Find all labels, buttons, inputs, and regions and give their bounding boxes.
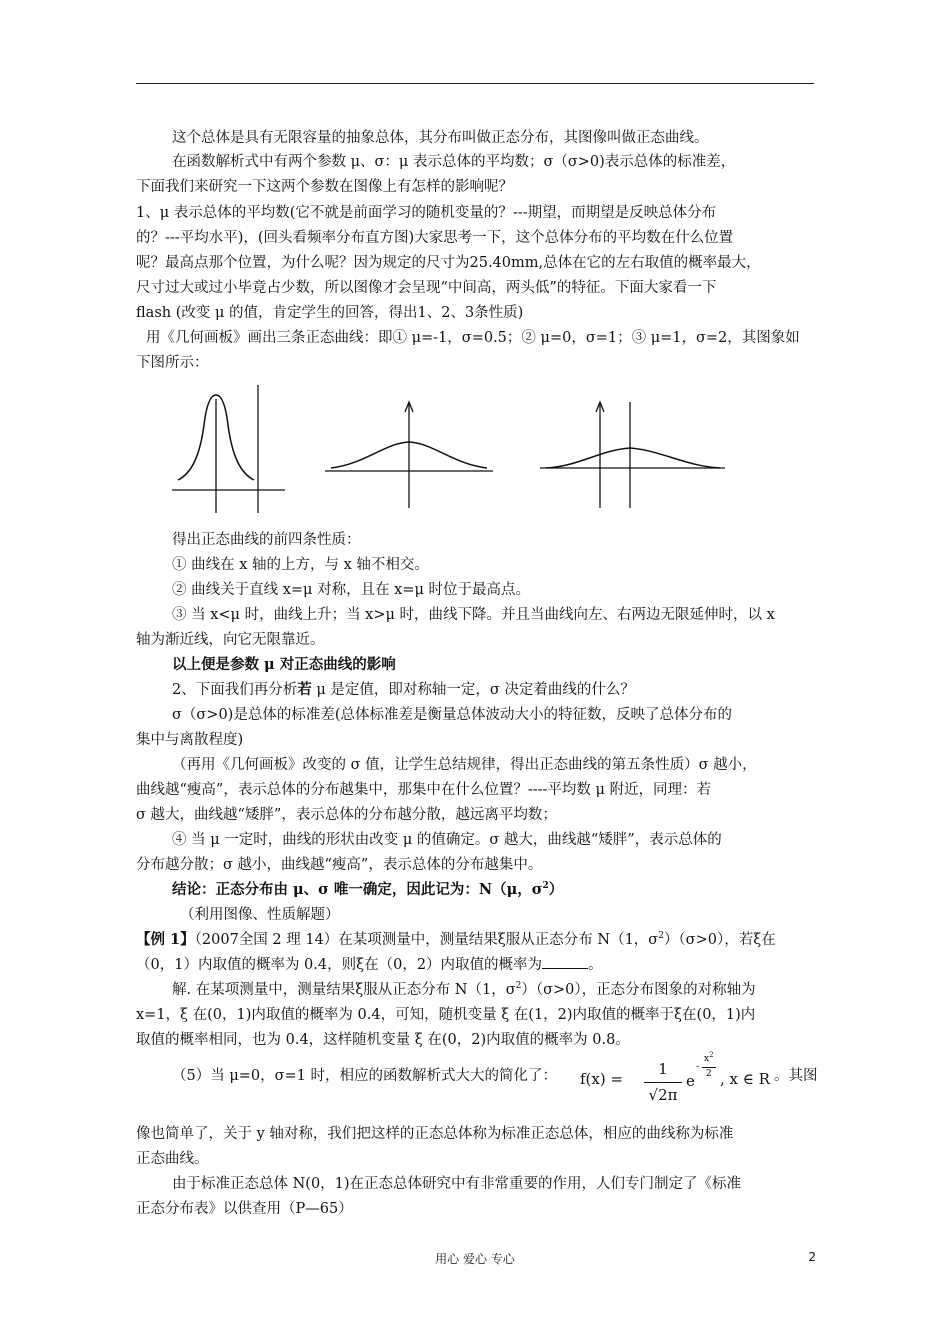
formula-denominator: √2π: [648, 1086, 678, 1104]
footer-slogan: 用心 爱心 专心: [435, 1252, 515, 1266]
example-label: 【例 1】: [136, 931, 195, 948]
paragraph: 在函数解析式中有两个参数 μ、σ：μ 表示总体的平均数；σ（σ>0)表示总体的标准差，: [172, 154, 736, 170]
formula-lhs: f(x) =: [580, 1070, 624, 1088]
paragraph: 。其图: [774, 1068, 818, 1084]
superscript: 2: [515, 981, 522, 992]
paragraph: 轴为渐近线，向它无限靠近。: [136, 632, 325, 648]
text: 2、下面我们再分析: [172, 682, 298, 698]
paragraph: ③ 当 x<μ 时，曲线上升；当 x>μ 时，曲线下降。并且当曲线向左、右两边无限延伸时，以 x: [172, 607, 775, 623]
page-number: 2: [808, 1250, 816, 1264]
paragraph: 集中与离散程度): [136, 732, 244, 748]
text: ）: [548, 881, 564, 898]
paragraph: σ 越大，曲线越“矮胖”，表示总体的分布越分散，越远离平均数；: [136, 807, 557, 823]
text: 结论：正态分布由 μ、σ 唯一确定，因此记为：N（μ，σ: [172, 881, 543, 898]
formula-base: e: [686, 1072, 695, 1090]
standard-normal-formula: [580, 1051, 780, 1114]
paragraph: 的？---平均水平)，(回头看频率分布直方图)大家思考一下，这个总体分布的平均数在什么位置: [136, 230, 734, 246]
paragraph: 取值的概率相同，也为 0.4，这样随机变量 ξ 在(0，2)内取值的概率为 0.8。: [136, 1032, 630, 1048]
paragraph: 下面我们来研究一下这两个参数在图像上有怎样的影响呢？: [136, 179, 513, 195]
paragraph: （再用《几何画板》改变的 σ 值，让学生总结规律，得出正态曲线的第五条性质）σ 越小，: [172, 757, 757, 773]
paragraph: 由于标准正态总体 N(0，1)在正态总体研究中有非常重要的作用，人们专门制定了《标准: [172, 1176, 742, 1192]
paragraph: σ（σ>0)是总体的标准差(总体标准差是衡量总体波动大小的特征数，反映了总体分布的: [172, 707, 732, 723]
paragraph: 正态分布表》以供查用（P—65）: [136, 1201, 353, 1217]
fraction-bar: [644, 1082, 682, 1083]
paragraph: 曲线越“瘦高”，表示总体的分布越集中，那集中在什么位置？----平均数 μ 附近，同理：若: [136, 782, 712, 798]
formula-numerator: 1: [658, 1060, 668, 1078]
paragraph: 这个总体是具有无限容量的抽象总体，其分布叫做正态分布，其图像叫做正态曲线。: [172, 130, 709, 146]
exp-x-sup: 2: [709, 1051, 714, 1059]
text: μ 是定值，即对称轴一定，σ 决定着曲线的什么？: [311, 682, 635, 698]
normal-curve-figure-3: [540, 398, 730, 508]
example-1: [136, 930, 816, 950]
paragraph: ④ 当 μ 一定时，曲线的形状由改变 μ 的值确定。σ 越大，曲线越“矮胖”，表示总体的: [172, 832, 722, 848]
text: 。: [588, 957, 603, 973]
normal-curve-figure-1: [170, 385, 290, 515]
paragraph: x=1，ξ 在(0，1)内取值的概率为 0.4，可知，随机变量 ξ 在(1，2)内取值的概率于ξ在(0，1)内: [136, 1007, 756, 1023]
formula-exp-num: [704, 1051, 714, 1064]
header-rule: [136, 83, 814, 84]
paragraph: 呢？最高点那个位置，为什么呢？因为规定的尺寸为25.40mm,总体在它的左右取值的概率最大，: [136, 255, 761, 271]
superscript: 2: [542, 881, 549, 892]
exp-x: x: [704, 1054, 710, 1064]
paragraph: （5）当 μ=0，σ=1 时，相应的函数解析式大大的简化了：: [172, 1068, 558, 1084]
conclusion: [172, 880, 816, 900]
paragraph: flash (改变 μ 的值，肯定学生的回答，得出1、2、3条性质): [136, 305, 524, 321]
paragraph: （利用图像、性质解题）: [180, 907, 340, 923]
paragraph: [172, 680, 816, 700]
paragraph: ① 曲线在 x 轴的上方，与 x 轴不相交。: [172, 557, 429, 573]
normal-curve-figure-2: [325, 398, 495, 508]
text: ）（σ>0），若ξ在: [663, 932, 776, 948]
paragraph: 像也简单了，关于 y 轴对称，我们把这样的正态总体称为标准正态总体，相应的曲线称为标准: [136, 1126, 734, 1142]
paragraph: 分布越分散；σ 越小，曲线越“瘦高”，表示总体的分布越集中。: [136, 857, 543, 873]
text: 解. 在某项测量中，测量结果ξ服从正态分布 N（1，σ: [172, 982, 516, 998]
paragraph: ② 曲线关于直线 x=μ 对称，且在 x=μ 时位于最高点。: [172, 582, 531, 598]
paragraph: 用《几何画板》画出三条正态曲线：即① μ=-1，σ=0.5；② μ=0，σ=1；③ μ=1，σ=2，其图象如: [146, 330, 800, 346]
solution: [172, 980, 816, 1000]
answer-blank: [542, 956, 588, 969]
text: （0，1）内取值的概率为 0.4，则ξ在（0，2）内取值的概率为: [136, 957, 543, 973]
superscript: 2: [658, 931, 664, 942]
formula-exp-den: 2: [706, 1069, 712, 1079]
paragraph: 正态曲线。: [136, 1151, 209, 1167]
paragraph: 下图所示：: [136, 355, 209, 371]
text: ）（σ>0），正态分布图象的对称轴为: [521, 982, 756, 998]
emphasis: 若: [297, 681, 312, 698]
paragraph: 1、μ 表示总体的平均数(它不就是前面学习的随机变量的？---期望，而期望是反映总体分布: [136, 205, 717, 221]
section-heading: 以上便是参数 μ 对正态曲线的影响: [172, 656, 396, 673]
exp-fraction-bar: [702, 1067, 716, 1068]
formula-domain: , x ∈ R: [720, 1070, 770, 1088]
paragraph: 得出正态曲线的前四条性质：: [172, 532, 361, 548]
text: （2007全国 2 理 14）在某项测量中，测量结果ξ服从正态分布 N（1，σ: [194, 932, 659, 948]
paragraph: [136, 955, 816, 975]
formula-exp-sign: -: [696, 1062, 700, 1072]
paragraph: 尺寸过大或过小毕竟占少数，所以图像才会呈现“中间高，两头低”的特征。下面大家看一下: [136, 280, 717, 296]
